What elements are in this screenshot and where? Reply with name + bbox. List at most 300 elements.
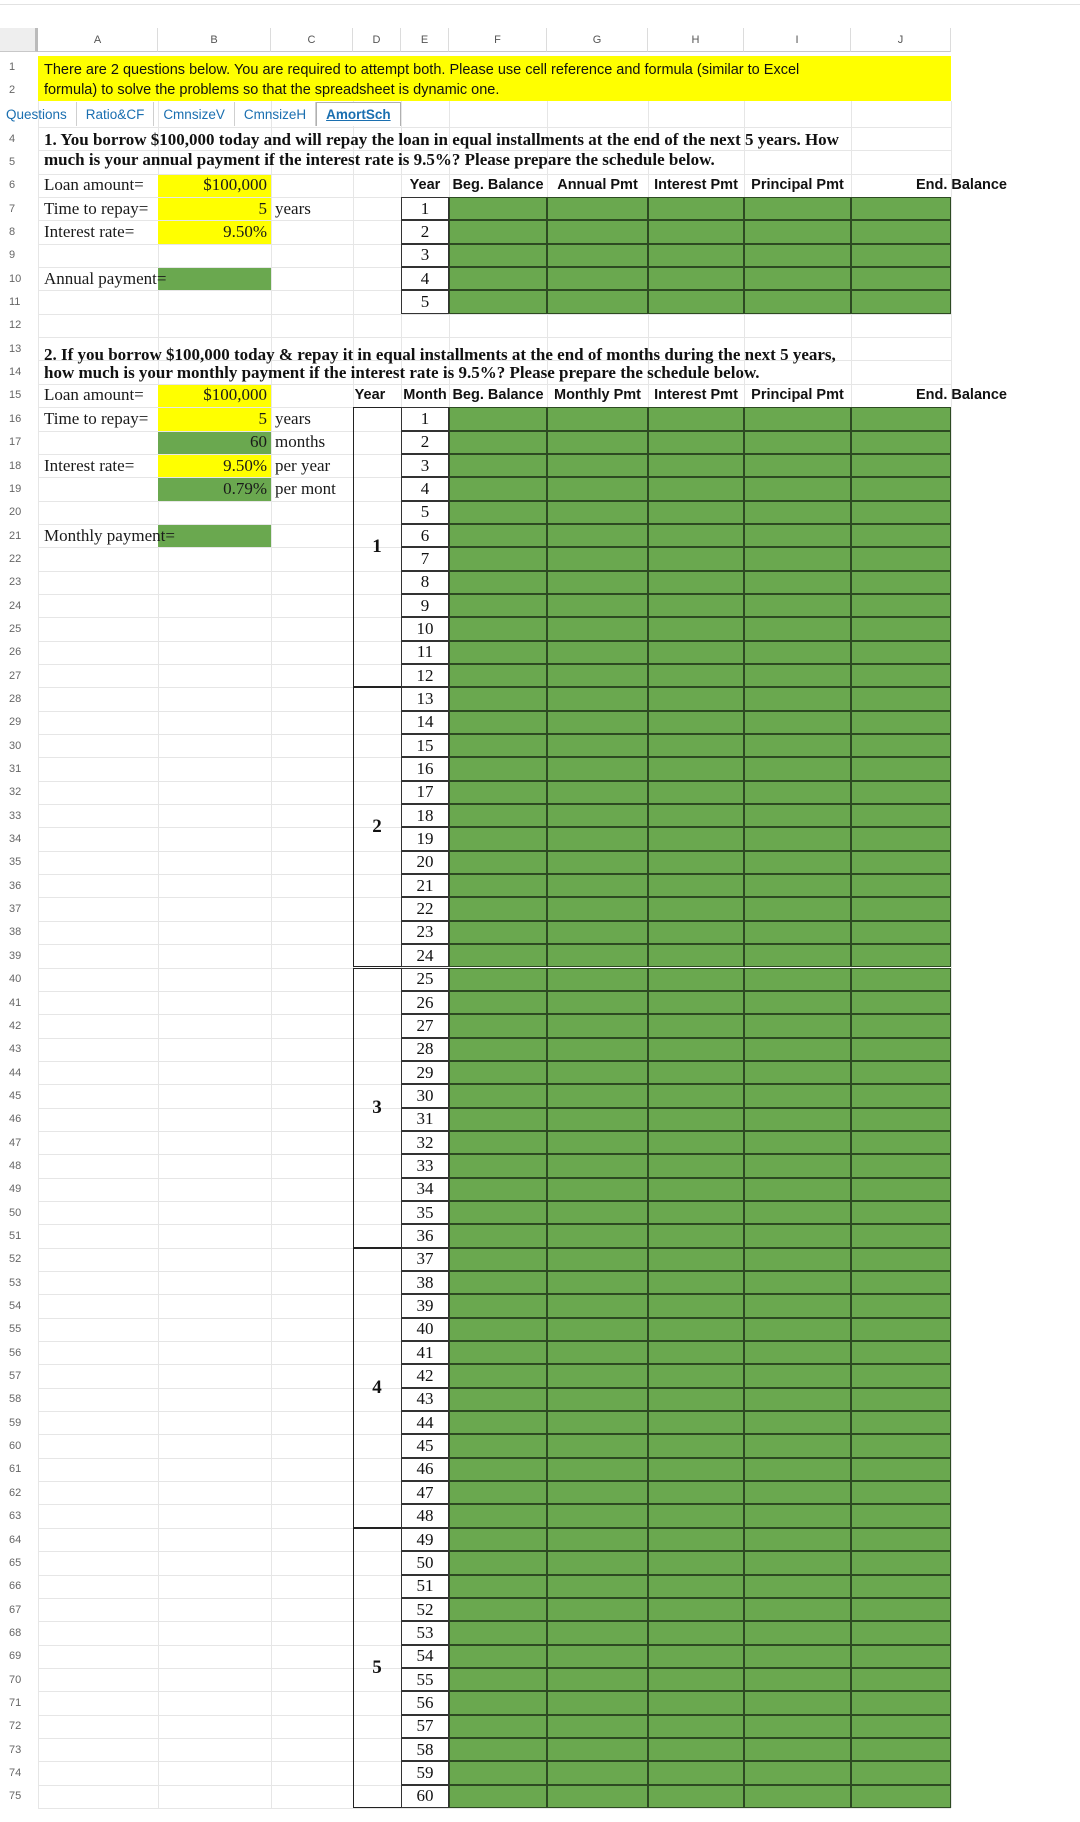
q2-schedule-cell[interactable] [851,1178,951,1201]
q2-schedule-cell[interactable] [744,1271,851,1294]
q2-schedule-cell[interactable] [744,1738,851,1761]
q2-schedule-cell[interactable] [547,1131,648,1154]
q2-monthly-payment-cell[interactable] [158,525,271,547]
q2-schedule-cell[interactable] [449,1481,547,1504]
column-header-b[interactable]: B [158,28,271,52]
q2-schedule-cell[interactable] [449,1108,547,1131]
q2-time-value[interactable]: 5 [258,408,267,428]
q2-schedule-cell[interactable] [851,1014,951,1037]
q2-schedule-cell[interactable] [449,1668,547,1691]
q2-schedule-cell[interactable] [851,1621,951,1644]
q2-schedule-cell[interactable] [547,1271,648,1294]
q2-schedule-cell[interactable] [648,1201,744,1224]
q2-schedule-cell[interactable] [449,1388,547,1411]
row-header-53[interactable]: 53 [9,1276,22,1289]
q2-schedule-cell[interactable] [648,617,744,640]
q2-schedule-cell[interactable] [547,851,648,874]
q2-schedule-cell[interactable] [449,711,547,734]
q2-schedule-cell[interactable] [851,1481,951,1504]
q2-schedule-cell[interactable] [449,968,547,991]
q2-schedule-cell[interactable] [648,1551,744,1574]
row-header-67[interactable]: 67 [9,1603,22,1616]
q2-schedule-cell[interactable] [449,1038,547,1061]
q1-schedule-cell[interactable] [648,197,744,220]
q2-schedule-cell[interactable] [648,1271,744,1294]
q2-schedule-cell[interactable] [449,1224,547,1247]
q2-schedule-cell[interactable] [648,1715,744,1738]
q2-schedule-cell[interactable] [744,407,851,430]
tab-ratio-cf[interactable]: Ratio&CF [77,102,155,126]
q2-schedule-cell[interactable] [648,1738,744,1761]
row-header-17[interactable]: 17 [9,436,22,449]
q2-schedule-cell[interactable] [648,1248,744,1271]
q2-schedule-cell[interactable] [648,1178,744,1201]
q2-schedule-cell[interactable] [449,1528,547,1551]
q2-schedule-cell[interactable] [648,664,744,687]
q2-schedule-cell[interactable] [648,431,744,454]
q2-schedule-cell[interactable] [449,1411,547,1434]
q2-schedule-cell[interactable] [449,454,547,477]
tab-amortsch[interactable]: AmortSch [316,102,401,126]
row-header-29[interactable]: 29 [9,716,22,729]
q2-monthly-rate-value[interactable]: 0.79% [223,478,267,498]
row-header-40[interactable]: 40 [9,973,22,986]
q2-schedule-cell[interactable] [851,804,951,827]
q2-schedule-cell[interactable] [744,664,851,687]
q1-schedule-cell[interactable] [547,220,648,243]
q2-schedule-cell[interactable] [547,477,648,500]
q2-schedule-cell[interactable] [744,1108,851,1131]
q2-schedule-cell[interactable] [449,1014,547,1037]
q1-schedule-cell[interactable] [851,197,951,220]
column-header-a[interactable]: A [38,28,158,52]
q2-schedule-cell[interactable] [648,1504,744,1527]
q2-schedule-cell[interactable] [547,781,648,804]
row-header-46[interactable]: 46 [9,1113,22,1126]
q2-schedule-cell[interactable] [648,1084,744,1107]
q2-schedule-cell[interactable] [547,1014,648,1037]
q2-schedule-cell[interactable] [547,617,648,640]
q2-schedule-cell[interactable] [744,524,851,547]
q2-schedule-cell[interactable] [449,1645,547,1668]
q2-schedule-cell[interactable] [547,944,648,967]
q2-schedule-cell[interactable] [851,594,951,617]
q1-schedule-cell[interactable] [744,220,851,243]
q2-schedule-cell[interactable] [851,641,951,664]
row-header-51[interactable]: 51 [9,1229,22,1242]
corner-cell[interactable] [0,28,38,52]
q2-schedule-cell[interactable] [744,454,851,477]
q2-schedule-cell[interactable] [744,1645,851,1668]
q2-schedule-cell[interactable] [648,897,744,920]
q2-schedule-cell[interactable] [648,407,744,430]
q2-schedule-cell[interactable] [547,571,648,594]
q2-schedule-cell[interactable] [547,1224,648,1247]
q2-schedule-cell[interactable] [744,1458,851,1481]
q1-rate-value[interactable]: 9.50% [223,222,267,242]
q2-schedule-cell[interactable] [744,991,851,1014]
q2-schedule-cell[interactable] [851,664,951,687]
row-header-30[interactable]: 30 [9,739,22,752]
q2-schedule-cell[interactable] [547,1154,648,1177]
q2-schedule-cell[interactable] [547,1504,648,1527]
q2-schedule-cell[interactable] [851,1411,951,1434]
q2-schedule-cell[interactable] [547,1108,648,1131]
q2-rate-value[interactable]: 9.50% [223,455,267,475]
q2-schedule-cell[interactable] [648,547,744,570]
q2-schedule-cell[interactable] [851,781,951,804]
q2-schedule-cell[interactable] [648,1481,744,1504]
q2-schedule-cell[interactable] [449,1294,547,1317]
q2-schedule-cell[interactable] [744,1411,851,1434]
row-header-6[interactable]: 6 [9,179,16,192]
q2-schedule-cell[interactable] [449,407,547,430]
q2-schedule-cell[interactable] [851,454,951,477]
q1-schedule-cell[interactable] [648,290,744,313]
q2-schedule-cell[interactable] [449,1761,547,1784]
q2-schedule-cell[interactable] [449,1738,547,1761]
q2-schedule-cell[interactable] [648,1691,744,1714]
q2-schedule-cell[interactable] [648,454,744,477]
row-header-10[interactable]: 10 [9,272,22,285]
q2-schedule-cell[interactable] [547,757,648,780]
q2-schedule-cell[interactable] [744,1691,851,1714]
row-header-59[interactable]: 59 [9,1416,22,1429]
row-header-32[interactable]: 32 [9,786,22,799]
q2-schedule-cell[interactable] [449,477,547,500]
row-header-8[interactable]: 8 [9,226,16,239]
q1-schedule-cell[interactable] [851,244,951,267]
q2-schedule-cell[interactable] [744,1154,851,1177]
row-header-72[interactable]: 72 [9,1720,22,1733]
q2-schedule-cell[interactable] [449,641,547,664]
q1-schedule-cell[interactable] [744,267,851,290]
q2-schedule-cell[interactable] [744,641,851,664]
q1-schedule-cell[interactable] [851,290,951,313]
q2-schedule-cell[interactable] [547,804,648,827]
q2-schedule-cell[interactable] [744,757,851,780]
q2-schedule-cell[interactable] [547,407,648,430]
q2-schedule-cell[interactable] [851,1715,951,1738]
q2-schedule-cell[interactable] [449,734,547,757]
q2-schedule-cell[interactable] [449,1715,547,1738]
q2-schedule-cell[interactable] [744,944,851,967]
q2-schedule-cell[interactable] [744,1715,851,1738]
row-header-9[interactable]: 9 [9,249,16,262]
q2-schedule-cell[interactable] [648,1341,744,1364]
row-header-48[interactable]: 48 [9,1159,22,1172]
q2-schedule-cell[interactable] [449,1271,547,1294]
row-header-61[interactable]: 61 [9,1463,22,1476]
row-header-56[interactable]: 56 [9,1346,22,1359]
q2-schedule-cell[interactable] [648,827,744,850]
q2-schedule-cell[interactable] [851,1458,951,1481]
column-header-f[interactable]: F [449,28,547,52]
q2-schedule-cell[interactable] [851,827,951,850]
row-header-20[interactable]: 20 [9,506,22,519]
q2-schedule-cell[interactable] [851,1201,951,1224]
q2-schedule-cell[interactable] [547,1201,648,1224]
q2-schedule-cell[interactable] [744,1014,851,1037]
q2-schedule-cell[interactable] [547,1248,648,1271]
q2-schedule-cell[interactable] [648,501,744,524]
row-header-58[interactable]: 58 [9,1393,22,1406]
q2-schedule-cell[interactable] [648,687,744,710]
q2-schedule-cell[interactable] [547,1668,648,1691]
q2-schedule-cell[interactable] [648,1645,744,1668]
q2-schedule-cell[interactable] [449,1061,547,1084]
row-header-12[interactable]: 12 [9,319,22,332]
q2-schedule-cell[interactable] [851,407,951,430]
row-header-49[interactable]: 49 [9,1183,22,1196]
q2-schedule-cell[interactable] [449,991,547,1014]
q2-schedule-cell[interactable] [547,921,648,944]
q2-schedule-cell[interactable] [648,1411,744,1434]
q2-schedule-cell[interactable] [648,711,744,734]
row-header-1[interactable]: 1 [9,61,16,73]
q2-schedule-cell[interactable] [449,1785,547,1808]
column-header-c[interactable]: C [271,28,353,52]
q2-schedule-cell[interactable] [547,1061,648,1084]
q2-schedule-cell[interactable] [744,921,851,944]
q2-schedule-cell[interactable] [547,1575,648,1598]
q2-schedule-cell[interactable] [851,968,951,991]
q2-schedule-cell[interactable] [547,968,648,991]
q2-schedule-cell[interactable] [449,1154,547,1177]
q2-schedule-cell[interactable] [449,827,547,850]
q2-schedule-cell[interactable] [744,1201,851,1224]
q2-schedule-cell[interactable] [851,1108,951,1131]
q2-schedule-cell[interactable] [851,897,951,920]
row-header-2[interactable]: 2 [9,83,16,96]
q2-schedule-cell[interactable] [851,1738,951,1761]
q2-schedule-cell[interactable] [648,1761,744,1784]
q2-schedule-cell[interactable] [851,1691,951,1714]
q2-schedule-cell[interactable] [547,431,648,454]
q2-schedule-cell[interactable] [744,1131,851,1154]
q1-schedule-cell[interactable] [547,244,648,267]
q2-schedule-cell[interactable] [851,1154,951,1177]
q2-schedule-cell[interactable] [547,501,648,524]
q2-loan-value[interactable]: $100,000 [203,385,267,405]
q2-schedule-cell[interactable] [547,1738,648,1761]
row-header-68[interactable]: 68 [9,1626,22,1639]
q2-schedule-cell[interactable] [449,1691,547,1714]
q2-schedule-cell[interactable] [449,1504,547,1527]
row-header-36[interactable]: 36 [9,879,22,892]
q2-schedule-cell[interactable] [547,1785,648,1808]
q1-schedule-cell[interactable] [449,220,547,243]
q2-schedule-cell[interactable] [744,1364,851,1387]
q2-months-value[interactable]: 60 [250,432,267,452]
row-header-35[interactable]: 35 [9,856,22,869]
row-header-27[interactable]: 27 [9,669,22,682]
q2-schedule-cell[interactable] [744,1388,851,1411]
q2-schedule-cell[interactable] [851,1434,951,1457]
column-header-j[interactable]: J [851,28,951,52]
row-header-24[interactable]: 24 [9,599,22,612]
q2-schedule-cell[interactable] [851,477,951,500]
q2-schedule-cell[interactable] [547,1364,648,1387]
q2-schedule-cell[interactable] [648,1108,744,1131]
row-header-34[interactable]: 34 [9,833,22,846]
q1-schedule-cell[interactable] [449,267,547,290]
q2-schedule-cell[interactable] [547,1761,648,1784]
q2-schedule-cell[interactable] [449,944,547,967]
row-header-18[interactable]: 18 [9,459,22,472]
q2-schedule-cell[interactable] [851,1061,951,1084]
row-header-39[interactable]: 39 [9,949,22,962]
q1-schedule-cell[interactable] [449,197,547,220]
q2-schedule-cell[interactable] [449,804,547,827]
q2-schedule-cell[interactable] [648,1388,744,1411]
q2-schedule-cell[interactable] [547,664,648,687]
q2-schedule-cell[interactable] [449,1598,547,1621]
q2-schedule-cell[interactable] [744,897,851,920]
q1-time-value[interactable]: 5 [258,198,267,218]
row-header-38[interactable]: 38 [9,926,22,939]
q2-schedule-cell[interactable] [851,1598,951,1621]
q2-schedule-cell[interactable] [744,1668,851,1691]
tab-cmnsizev[interactable]: CmnsizeV [154,102,235,126]
row-header-45[interactable]: 45 [9,1089,22,1102]
q2-schedule-cell[interactable] [547,1691,648,1714]
q1-schedule-cell[interactable] [648,267,744,290]
column-header-h[interactable]: H [648,28,744,52]
q2-schedule-cell[interactable] [744,734,851,757]
row-header-26[interactable]: 26 [9,646,22,659]
q2-schedule-cell[interactable] [648,804,744,827]
q2-schedule-cell[interactable] [744,1341,851,1364]
q2-schedule-cell[interactable] [744,1038,851,1061]
row-header-70[interactable]: 70 [9,1673,22,1686]
q2-schedule-cell[interactable] [744,1294,851,1317]
row-header-47[interactable]: 47 [9,1136,22,1149]
row-header-15[interactable]: 15 [9,389,22,402]
q2-schedule-cell[interactable] [547,1621,648,1644]
q2-schedule-cell[interactable] [449,1621,547,1644]
q2-schedule-cell[interactable] [744,1761,851,1784]
row-header-64[interactable]: 64 [9,1533,22,1546]
q2-schedule-cell[interactable] [449,1318,547,1341]
q2-schedule-cell[interactable] [547,1481,648,1504]
row-header-66[interactable]: 66 [9,1580,22,1593]
q2-schedule-cell[interactable] [851,1504,951,1527]
q1-schedule-cell[interactable] [648,244,744,267]
q2-schedule-cell[interactable] [744,477,851,500]
q1-schedule-cell[interactable] [851,220,951,243]
row-header-33[interactable]: 33 [9,809,22,822]
q2-schedule-cell[interactable] [648,1785,744,1808]
q2-schedule-cell[interactable] [851,851,951,874]
q2-schedule-cell[interactable] [744,968,851,991]
q2-schedule-cell[interactable] [851,1551,951,1574]
row-header-22[interactable]: 22 [9,552,22,565]
q2-schedule-cell[interactable] [547,734,648,757]
q2-schedule-cell[interactable] [547,897,648,920]
q1-schedule-cell[interactable] [547,267,648,290]
q2-schedule-cell[interactable] [648,1598,744,1621]
q2-schedule-cell[interactable] [744,617,851,640]
column-header-g[interactable]: G [547,28,648,52]
q2-schedule-cell[interactable] [648,477,744,500]
q2-schedule-cell[interactable] [851,1645,951,1668]
q2-schedule-cell[interactable] [547,711,648,734]
q2-schedule-cell[interactable] [648,1434,744,1457]
tab-cmnsizeh[interactable]: CmnsizeH [235,102,316,126]
q2-schedule-cell[interactable] [449,1178,547,1201]
q2-schedule-cell[interactable] [744,1528,851,1551]
q2-schedule-cell[interactable] [744,1481,851,1504]
q2-schedule-cell[interactable] [851,1038,951,1061]
q2-schedule-cell[interactable] [851,1131,951,1154]
q2-schedule-cell[interactable] [648,594,744,617]
q2-schedule-cell[interactable] [449,431,547,454]
q2-schedule-cell[interactable] [744,1551,851,1574]
q2-schedule-cell[interactable] [648,968,744,991]
q2-schedule-cell[interactable] [744,874,851,897]
q2-schedule-cell[interactable] [449,664,547,687]
q1-loan-value[interactable]: $100,000 [203,175,267,195]
q2-schedule-cell[interactable] [851,1341,951,1364]
column-header-e[interactable]: E [401,28,449,52]
q2-schedule-cell[interactable] [744,851,851,874]
row-header-4[interactable]: 4 [9,132,16,145]
q2-schedule-cell[interactable] [547,874,648,897]
q2-schedule-cell[interactable] [449,1551,547,1574]
column-header-i[interactable]: I [744,28,851,52]
q2-schedule-cell[interactable] [547,547,648,570]
q2-schedule-cell[interactable] [547,1458,648,1481]
row-header-11[interactable]: 11 [9,296,21,309]
q2-schedule-cell[interactable] [851,1761,951,1784]
q2-schedule-cell[interactable] [547,641,648,664]
q2-schedule-cell[interactable] [851,991,951,1014]
row-header-28[interactable]: 28 [9,693,22,705]
q2-schedule-cell[interactable] [851,1575,951,1598]
q2-schedule-cell[interactable] [547,594,648,617]
q2-schedule-cell[interactable] [547,1038,648,1061]
q1-schedule-cell[interactable] [648,220,744,243]
q2-schedule-cell[interactable] [449,1201,547,1224]
q2-schedule-cell[interactable] [744,804,851,827]
q2-schedule-cell[interactable] [851,734,951,757]
q2-schedule-cell[interactable] [547,1318,648,1341]
row-header-71[interactable]: 71 [9,1696,22,1709]
q2-schedule-cell[interactable] [547,827,648,850]
q2-schedule-cell[interactable] [547,1178,648,1201]
row-header-5[interactable]: 5 [9,156,16,169]
row-header-52[interactable]: 52 [9,1253,22,1266]
q2-schedule-cell[interactable] [547,524,648,547]
q2-schedule-cell[interactable] [648,851,744,874]
q2-schedule-cell[interactable] [744,1061,851,1084]
row-header-74[interactable]: 74 [9,1766,22,1779]
q2-schedule-cell[interactable] [648,1458,744,1481]
row-header-7[interactable]: 7 [9,202,16,215]
q2-schedule-cell[interactable] [648,944,744,967]
tab-questions[interactable]: Questions [0,102,77,126]
row-header-31[interactable]: 31 [9,763,22,776]
q2-schedule-cell[interactable] [547,1341,648,1364]
q2-schedule-cell[interactable] [449,547,547,570]
q2-schedule-cell[interactable] [851,501,951,524]
q2-schedule-cell[interactable] [648,1318,744,1341]
q2-schedule-cell[interactable] [449,1131,547,1154]
q2-schedule-cell[interactable] [449,571,547,594]
q2-schedule-cell[interactable] [851,431,951,454]
q2-schedule-cell[interactable] [648,1038,744,1061]
